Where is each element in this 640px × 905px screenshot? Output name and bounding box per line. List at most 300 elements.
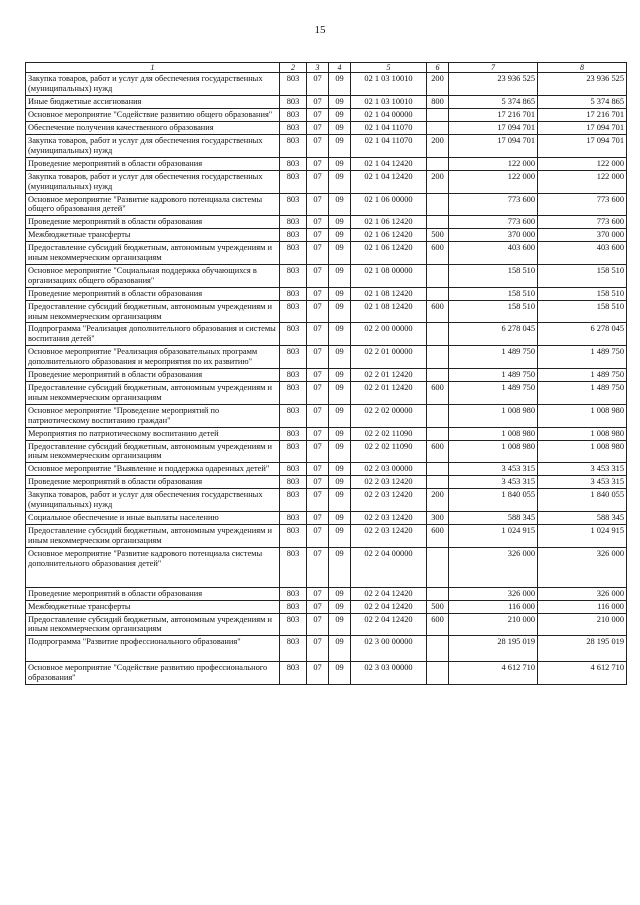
row-subsection-cell: 09 [329,193,351,216]
table-row [26,587,627,600]
row-amount-1-cell: 773 600 [449,216,538,229]
row-target-article-cell: 02 2 01 12420 [351,369,427,382]
row-amount-1-cell: 4 612 710 [449,662,538,685]
row-section-cell: 07 [307,109,329,122]
row-amount-1-cell: 1 840 055 [449,489,538,512]
row-target-article-cell: 02 2 03 12420 [351,524,427,547]
row-expense-type-cell [427,193,449,216]
row-name-cell: Основное мероприятие "Выявление и поддержка одаренных детей" [26,463,280,476]
row-amount-2-cell: 17 216 701 [538,109,627,122]
row-amount-1-cell: 122 000 [449,157,538,170]
row-amount-1-cell: 6 278 045 [449,323,538,346]
row-name-cell: Основное мероприятие "Социальная поддержка обучающихся в организациях общего образования" [26,264,280,287]
row-amount-2-cell: 326 000 [538,587,627,600]
row-target-article-cell: 02 2 03 12420 [351,476,427,489]
row-target-article-cell: 02 2 00 00000 [351,323,427,346]
row-amount-2-cell: 4 612 710 [538,662,627,685]
row-admin-code-cell: 803 [280,600,307,613]
row-admin-code-cell: 803 [280,404,307,427]
row-expense-type-cell [427,463,449,476]
row-section-cell: 07 [307,323,329,346]
row-subsection-cell: 09 [329,229,351,242]
row-amount-2-cell: 1 008 980 [538,440,627,463]
row-amount-2-cell: 158 510 [538,264,627,287]
row-subsection-cell: 09 [329,636,351,662]
row-admin-code-cell: 803 [280,73,307,96]
row-name-cell: Закупка товаров, работ и услуг для обеспечения государственных (муниципальных) нужд [26,170,280,193]
row-name-cell: Мероприятия по патриотическому воспитанию детей [26,427,280,440]
row-section-cell: 07 [307,613,329,636]
row-section-cell: 07 [307,242,329,265]
row-section-cell: 07 [307,346,329,369]
row-amount-2-cell: 1 489 750 [538,346,627,369]
row-amount-2-cell: 1 840 055 [538,489,627,512]
table-row [26,440,627,463]
row-target-article-cell: 02 2 03 12420 [351,489,427,512]
table-row [26,636,627,662]
row-section-cell: 07 [307,134,329,157]
row-subsection-cell: 09 [329,170,351,193]
row-section-cell: 07 [307,300,329,323]
row-expense-type-cell [427,369,449,382]
row-target-article-cell: 02 2 02 11090 [351,427,427,440]
table-row [26,73,627,96]
row-subsection-cell: 09 [329,382,351,405]
row-amount-1-cell: 588 345 [449,511,538,524]
row-subsection-cell: 09 [329,440,351,463]
row-subsection-cell: 09 [329,96,351,109]
row-amount-1-cell: 1 024 915 [449,524,538,547]
row-amount-1-cell: 370 000 [449,229,538,242]
row-subsection-cell: 09 [329,300,351,323]
row-expense-type-cell: 800 [427,96,449,109]
row-subsection-cell: 09 [329,427,351,440]
row-expense-type-cell [427,109,449,122]
row-target-article-cell: 02 2 04 12420 [351,587,427,600]
row-subsection-cell: 09 [329,346,351,369]
row-admin-code-cell: 803 [280,109,307,122]
row-amount-2-cell: 588 345 [538,511,627,524]
row-amount-2-cell: 403 600 [538,242,627,265]
row-subsection-cell: 09 [329,157,351,170]
row-admin-code-cell: 803 [280,636,307,662]
row-admin-code-cell: 803 [280,547,307,587]
row-section-cell: 07 [307,547,329,587]
row-section-cell: 07 [307,264,329,287]
row-admin-code-cell: 803 [280,489,307,512]
row-expense-type-cell: 200 [427,489,449,512]
table-row [26,96,627,109]
row-admin-code-cell: 803 [280,216,307,229]
row-target-article-cell: 02 3 03 00000 [351,662,427,685]
row-admin-code-cell: 803 [280,440,307,463]
column-header: 6 [427,63,449,73]
row-target-article-cell: 02 1 06 12420 [351,229,427,242]
row-amount-2-cell: 3 453 315 [538,463,627,476]
row-section-cell: 07 [307,229,329,242]
budget-table [25,62,627,685]
row-expense-type-cell [427,476,449,489]
row-target-article-cell: 02 2 01 12420 [351,382,427,405]
row-section-cell: 07 [307,287,329,300]
row-subsection-cell: 09 [329,216,351,229]
row-subsection-cell: 09 [329,662,351,685]
row-amount-1-cell: 17 094 701 [449,122,538,135]
row-target-article-cell: 02 2 02 11090 [351,440,427,463]
row-name-cell: Основное мероприятие "Развитие кадрового потенциала системы общего образования детей" [26,193,280,216]
row-section-cell: 07 [307,524,329,547]
row-target-article-cell: 02 2 03 12420 [351,511,427,524]
row-amount-2-cell: 122 000 [538,170,627,193]
row-name-cell: Предоставление субсидий бюджетным, автономным учреждениям и иным некоммерческим организациям [26,300,280,323]
row-section-cell: 07 [307,216,329,229]
row-name-cell: Основное мероприятие "Проведение мероприятий по патриотическому воспитанию граждан" [26,404,280,427]
row-subsection-cell: 09 [329,463,351,476]
page-number: 15 [314,24,326,36]
row-subsection-cell: 09 [329,287,351,300]
table-row [26,547,627,587]
row-admin-code-cell: 803 [280,613,307,636]
row-amount-1-cell: 3 453 315 [449,476,538,489]
row-amount-1-cell: 403 600 [449,242,538,265]
row-target-article-cell: 02 1 08 12420 [351,287,427,300]
row-expense-type-cell [427,427,449,440]
row-amount-2-cell: 6 278 045 [538,323,627,346]
row-name-cell: Иные бюджетные ассигнования [26,96,280,109]
row-expense-type-cell [427,662,449,685]
row-amount-1-cell: 1 489 750 [449,346,538,369]
table-row [26,524,627,547]
row-name-cell: Проведение мероприятий в области образования [26,476,280,489]
row-subsection-cell: 09 [329,524,351,547]
row-amount-2-cell: 1 008 980 [538,427,627,440]
row-section-cell: 07 [307,382,329,405]
row-expense-type-cell: 600 [427,382,449,405]
row-expense-type-cell: 500 [427,600,449,613]
row-expense-type-cell [427,216,449,229]
row-section-cell: 07 [307,662,329,685]
row-amount-1-cell: 1 008 980 [449,440,538,463]
row-name-cell: Межбюджетные трансферты [26,229,280,242]
row-expense-type-cell [427,122,449,135]
row-subsection-cell: 09 [329,489,351,512]
row-admin-code-cell: 803 [280,587,307,600]
row-subsection-cell: 09 [329,264,351,287]
row-subsection-cell: 09 [329,613,351,636]
row-name-cell: Закупка товаров, работ и услуг для обеспечения государственных (муниципальных) нужд [26,489,280,512]
row-amount-1-cell: 158 510 [449,287,538,300]
table-row [26,489,627,512]
row-amount-2-cell: 5 374 865 [538,96,627,109]
row-section-cell: 07 [307,157,329,170]
table-row [26,109,627,122]
row-target-article-cell: 02 1 06 00000 [351,193,427,216]
row-expense-type-cell [427,587,449,600]
row-section-cell: 07 [307,427,329,440]
row-admin-code-cell: 803 [280,157,307,170]
row-section-cell: 07 [307,600,329,613]
row-section-cell: 07 [307,440,329,463]
table-row [26,427,627,440]
row-amount-2-cell: 1 024 915 [538,524,627,547]
row-section-cell: 07 [307,636,329,662]
table-row [26,511,627,524]
row-amount-1-cell: 1 008 980 [449,404,538,427]
row-amount-1-cell: 17 094 701 [449,134,538,157]
table-row [26,662,627,685]
table-row [26,122,627,135]
row-expense-type-cell [427,404,449,427]
row-expense-type-cell [427,636,449,662]
row-subsection-cell: 09 [329,404,351,427]
row-admin-code-cell: 803 [280,264,307,287]
row-amount-1-cell: 326 000 [449,587,538,600]
row-amount-2-cell: 3 453 315 [538,476,627,489]
row-amount-2-cell: 122 000 [538,157,627,170]
row-subsection-cell: 09 [329,511,351,524]
row-expense-type-cell [427,547,449,587]
row-admin-code-cell: 803 [280,287,307,300]
row-expense-type-cell: 300 [427,511,449,524]
row-amount-1-cell: 158 510 [449,264,538,287]
row-name-cell: Подпрограмма "Развитие профессионального образования" [26,636,280,662]
row-amount-1-cell: 1 489 750 [449,382,538,405]
row-expense-type-cell: 200 [427,134,449,157]
row-name-cell: Основное мероприятие "Содействие развитию профессионального образования" [26,662,280,685]
table-row [26,382,627,405]
row-amount-2-cell: 773 600 [538,216,627,229]
row-section-cell: 07 [307,369,329,382]
row-amount-1-cell: 23 936 525 [449,73,538,96]
row-admin-code-cell: 803 [280,524,307,547]
row-target-article-cell: 02 1 04 12420 [351,170,427,193]
row-subsection-cell: 09 [329,109,351,122]
row-expense-type-cell [427,323,449,346]
table-row [26,463,627,476]
column-header: 1 [26,63,280,73]
row-expense-type-cell [427,157,449,170]
row-admin-code-cell: 803 [280,300,307,323]
row-name-cell: Предоставление субсидий бюджетным, автономным учреждениям и иным некоммерческим организациям [26,524,280,547]
row-admin-code-cell: 803 [280,229,307,242]
row-section-cell: 07 [307,404,329,427]
row-name-cell: Предоставление субсидий бюджетным, автономным учреждениям и иным некоммерческим организациям [26,382,280,405]
row-name-cell: Проведение мероприятий в области образования [26,157,280,170]
column-header: 4 [329,63,351,73]
column-header: 3 [307,63,329,73]
row-admin-code-cell: 803 [280,323,307,346]
row-amount-2-cell: 326 000 [538,547,627,587]
row-target-article-cell: 02 1 04 12420 [351,157,427,170]
row-expense-type-cell [427,264,449,287]
row-expense-type-cell: 600 [427,524,449,547]
table-row [26,287,627,300]
row-name-cell: Проведение мероприятий в области образования [26,369,280,382]
row-target-article-cell: 02 1 06 12420 [351,242,427,265]
row-subsection-cell: 09 [329,369,351,382]
table-row [26,170,627,193]
row-amount-1-cell: 210 000 [449,613,538,636]
row-amount-2-cell: 158 510 [538,287,627,300]
row-amount-1-cell: 17 216 701 [449,109,538,122]
row-amount-2-cell: 17 094 701 [538,134,627,157]
row-name-cell: Закупка товаров, работ и услуг для обеспечения государственных (муниципальных) нужд [26,73,280,96]
row-expense-type-cell [427,287,449,300]
row-amount-2-cell: 773 600 [538,193,627,216]
row-name-cell: Предоставление субсидий бюджетным, автономным учреждениям и иным некоммерческим организациям [26,242,280,265]
row-name-cell: Подпрограмма "Реализация дополнительного образования и системы воспитания детей" [26,323,280,346]
table-row [26,264,627,287]
row-target-article-cell: 02 2 04 12420 [351,613,427,636]
row-amount-1-cell: 773 600 [449,193,538,216]
row-admin-code-cell: 803 [280,511,307,524]
row-expense-type-cell: 600 [427,613,449,636]
column-header: 2 [280,63,307,73]
row-amount-2-cell: 158 510 [538,300,627,323]
row-name-cell: Основное мероприятие "Реализация образовательных программ дополнительного образования и мероприятия по их развитию" [26,346,280,369]
table-row [26,193,627,216]
row-subsection-cell: 09 [329,242,351,265]
table-row [26,157,627,170]
row-target-article-cell: 02 1 03 10010 [351,96,427,109]
row-section-cell: 07 [307,193,329,216]
row-name-cell: Основное мероприятие "Содействие развитию общего образования" [26,109,280,122]
row-section-cell: 07 [307,170,329,193]
row-subsection-cell: 09 [329,323,351,346]
row-section-cell: 07 [307,122,329,135]
row-amount-1-cell: 1 489 750 [449,369,538,382]
row-admin-code-cell: 803 [280,193,307,216]
row-subsection-cell: 09 [329,587,351,600]
row-amount-1-cell: 3 453 315 [449,463,538,476]
row-amount-2-cell: 23 936 525 [538,73,627,96]
row-name-cell: Проведение мероприятий в области образования [26,587,280,600]
row-amount-2-cell: 370 000 [538,229,627,242]
row-admin-code-cell: 803 [280,134,307,157]
row-target-article-cell: 02 1 08 12420 [351,300,427,323]
row-name-cell: Предоставление субсидий бюджетным, автономным учреждениям и иным некоммерческим организациям [26,440,280,463]
row-subsection-cell: 09 [329,600,351,613]
row-subsection-cell: 09 [329,73,351,96]
row-admin-code-cell: 803 [280,242,307,265]
row-expense-type-cell: 200 [427,170,449,193]
table-row [26,229,627,242]
table-row [26,613,627,636]
row-section-cell: 07 [307,96,329,109]
table-row [26,369,627,382]
row-target-article-cell: 02 1 08 00000 [351,264,427,287]
row-target-article-cell: 02 2 04 12420 [351,600,427,613]
row-admin-code-cell: 803 [280,382,307,405]
row-admin-code-cell: 803 [280,346,307,369]
row-amount-1-cell: 122 000 [449,170,538,193]
table-row [26,134,627,157]
row-target-article-cell: 02 2 01 00000 [351,346,427,369]
row-target-article-cell: 02 2 04 00000 [351,547,427,587]
table-row [26,300,627,323]
table-row [26,346,627,369]
row-section-cell: 07 [307,476,329,489]
row-amount-1-cell: 1 008 980 [449,427,538,440]
table-row [26,242,627,265]
row-section-cell: 07 [307,587,329,600]
row-name-cell: Проведение мероприятий в области образования [26,216,280,229]
row-admin-code-cell: 803 [280,170,307,193]
row-section-cell: 07 [307,489,329,512]
row-target-article-cell: 02 1 04 11070 [351,134,427,157]
table-row [26,216,627,229]
row-amount-2-cell: 1 489 750 [538,369,627,382]
row-amount-2-cell: 28 195 019 [538,636,627,662]
row-name-cell: Социальное обеспечение и иные выплаты населению [26,511,280,524]
row-amount-2-cell: 1 008 980 [538,404,627,427]
table-row [26,323,627,346]
row-name-cell: Обеспечение получения качественного образования [26,122,280,135]
row-admin-code-cell: 803 [280,476,307,489]
row-admin-code-cell: 803 [280,122,307,135]
row-name-cell: Проведение мероприятий в области образования [26,287,280,300]
row-target-article-cell: 02 1 03 10010 [351,73,427,96]
row-subsection-cell: 09 [329,476,351,489]
row-target-article-cell: 02 1 04 00000 [351,109,427,122]
row-target-article-cell: 02 3 00 00000 [351,636,427,662]
row-subsection-cell: 09 [329,122,351,135]
row-amount-2-cell: 17 094 701 [538,122,627,135]
row-name-cell: Межбюджетные трансферты [26,600,280,613]
column-header: 7 [449,63,538,73]
row-expense-type-cell: 500 [427,229,449,242]
row-expense-type-cell: 600 [427,300,449,323]
row-amount-2-cell: 210 000 [538,613,627,636]
row-target-article-cell: 02 2 02 00000 [351,404,427,427]
column-header: 8 [538,63,627,73]
row-name-cell: Закупка товаров, работ и услуг для обеспечения государственных (муниципальных) нужд [26,134,280,157]
row-subsection-cell: 09 [329,134,351,157]
row-admin-code-cell: 803 [280,463,307,476]
row-name-cell: Предоставление субсидий бюджетным, автономным учреждениям и иным некоммерческим организациям [26,613,280,636]
row-amount-1-cell: 5 374 865 [449,96,538,109]
column-header: 5 [351,63,427,73]
row-admin-code-cell: 803 [280,427,307,440]
row-section-cell: 07 [307,463,329,476]
row-amount-1-cell: 116 000 [449,600,538,613]
row-expense-type-cell: 600 [427,440,449,463]
row-target-article-cell: 02 1 06 12420 [351,216,427,229]
row-expense-type-cell: 200 [427,73,449,96]
row-admin-code-cell: 803 [280,96,307,109]
table-body [26,73,627,685]
table-row [26,600,627,613]
table-row [26,476,627,489]
row-target-article-cell: 02 1 04 11070 [351,122,427,135]
row-subsection-cell: 09 [329,547,351,587]
row-name-cell: Основное мероприятие "Развитие кадрового потенциала системы дополнительного образования детей" [26,547,280,587]
row-amount-1-cell: 326 000 [449,547,538,587]
row-admin-code-cell: 803 [280,369,307,382]
row-admin-code-cell: 803 [280,662,307,685]
row-expense-type-cell: 600 [427,242,449,265]
row-amount-2-cell: 1 489 750 [538,382,627,405]
row-section-cell: 07 [307,511,329,524]
row-target-article-cell: 02 2 03 00000 [351,463,427,476]
row-amount-1-cell: 158 510 [449,300,538,323]
table-header-row [26,63,627,73]
table-row [26,404,627,427]
row-amount-1-cell: 28 195 019 [449,636,538,662]
row-section-cell: 07 [307,73,329,96]
row-amount-2-cell: 116 000 [538,600,627,613]
row-expense-type-cell [427,346,449,369]
